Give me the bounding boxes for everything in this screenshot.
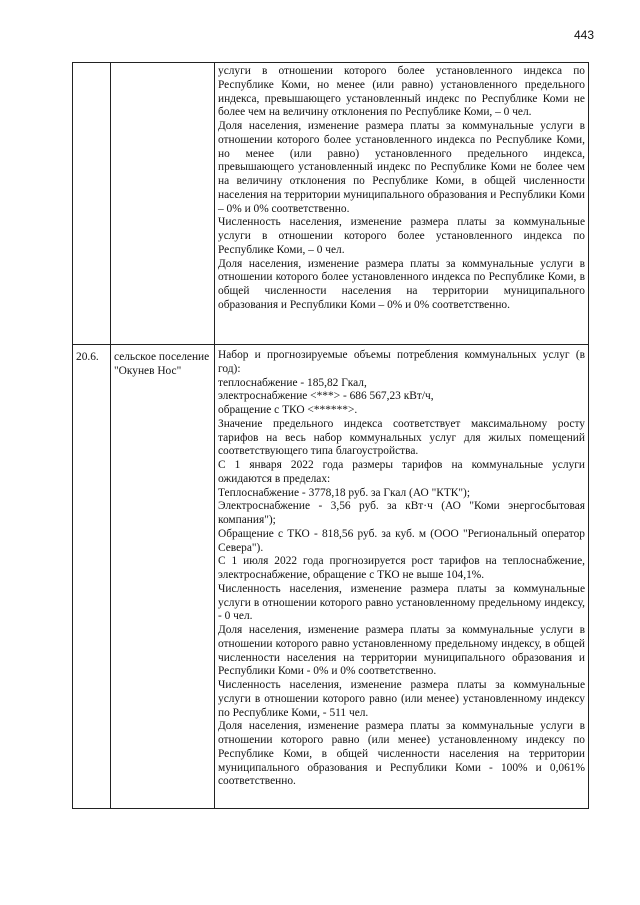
page-number: 443: [574, 28, 595, 42]
description-cell: [215, 63, 589, 345]
paragraph: услуги в отношении которого более установленного индекса по Республике Коми, но менее (или равно) установленного предельного индекса, превышающего установленный индекс по Республике Коми не более чем на величину отклонения по Республике Коми, – 0 чел.: [218, 65, 585, 119]
municipality-name-cell: сельское поселение "Окунев Нос": [111, 345, 215, 809]
paragraph: Электроснабжение - 3,56 руб. за кВт·ч (АО "Коми энергосбытовая компания");: [218, 500, 585, 526]
paragraph: С 1 июля 2022 года прогнозируется рост тарифов на теплоснабжение, электроснабжение, обращение с ТКО не выше 104,1%.: [218, 555, 585, 581]
paragraph: Численность населения, изменение размера платы за коммунальные услуги в отношении которого равно (или менее) установленному индексу по Республике Коми, - 511 чел.: [218, 679, 585, 719]
paragraph: Доля населения, изменение размера платы за коммунальные услуги в отношении которого равно (или менее) установленному индексу по Республике Коми, в общей численности населения на территории муниципального образования и Республики Коми - 100% и 0,061% соответственно.: [218, 720, 585, 788]
table-row: [73, 345, 589, 809]
paragraph: Доля населения, изменение размера платы за коммунальные услуги в отношении которого равно установленному предельному индексу, в общей численности населения на территории муниципального образования и Республики Коми - 0% и 0% соответственно.: [218, 624, 585, 678]
paragraph: Доля населения, изменение размера платы за коммунальные услуги в отношении которого более установленного индекса по Республике Коми, в общей численности населения на территории муниципального образования и Республики Коми – 0% и 0% соответственно.: [218, 257, 585, 311]
paragraph: С 1 января 2022 года размеры тарифов на коммунальные услуги ожидаются в пределах:: [218, 459, 585, 485]
document-table: [72, 62, 589, 809]
municipality-name-cell: [111, 63, 215, 345]
paragraph: Доля населения, изменение размера платы за коммунальные услуги в отношении которого более установленного индекса по Республике Коми, но менее (или равно) установленного предельного индекса, превышающего установленный индекс по Республике Коми не более чем на величину отклонения по Республике Коми, в общей численности населения на территории муниципального образования и Республики Коми – 0% и 0% соответственно.: [218, 120, 586, 215]
description-cell: [215, 345, 589, 809]
paragraph: теплоснабжение - 185,82 Гкал,: [218, 376, 367, 389]
paragraph: Значение предельного индекса соответствует максимальному росту тарифов на весь набор коммунальных услуг для жилых помещений соответствующего типа благоустройства.: [218, 417, 585, 458]
paragraph: Численность населения, изменение размера платы за коммунальные услуги в отношении которого более установленного индекса по Республике Коми, – 0 чел.: [218, 216, 585, 256]
row-number-cell: 20.6.: [73, 345, 111, 809]
paragraph: Обращение с ТКО - 818,56 руб. за куб. м (ООО "Региональный оператор Севера").: [218, 527, 585, 554]
paragraph: Набор и прогнозируемые объемы потребления коммунальных услуг (в год):: [218, 349, 585, 375]
paragraph: Численность населения, изменение размера платы за коммунальные услуги в отношении которого равно установленному предельному индексу, - 0 чел.: [218, 582, 585, 623]
paragraph: электроснабжение <***> - 686 567,23 кВт/ч,: [218, 390, 434, 403]
row-number-cell: [73, 63, 111, 345]
table-row: [73, 63, 589, 345]
paragraph: обращение с ТКО <******>.: [218, 404, 358, 416]
paragraph: Теплоснабжение - 3778,18 руб. за Гкал (АО "КТК");: [218, 486, 470, 499]
